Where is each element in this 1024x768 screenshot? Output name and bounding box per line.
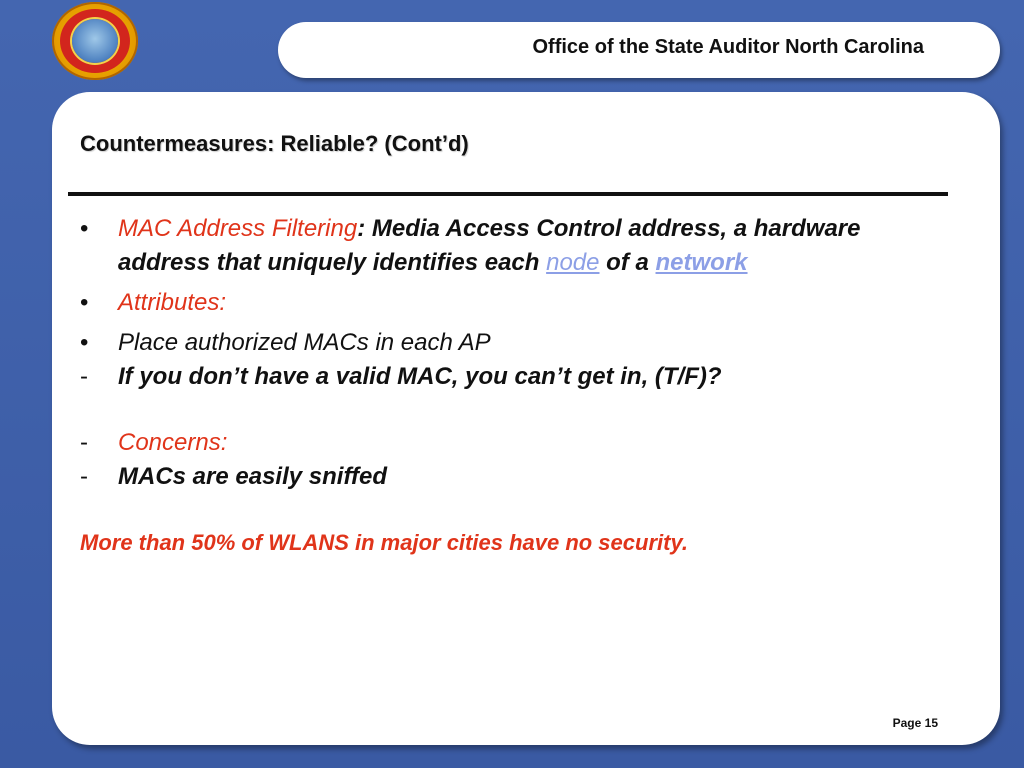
bullet-place-macs	[80, 326, 920, 360]
dash-valid-mac	[80, 360, 920, 394]
link-network[interactable]: network	[655, 249, 748, 276]
bullet-text: Place authorized MACs in each AP	[118, 329, 491, 356]
bullet-marker: •	[80, 329, 89, 356]
bullet-marker: •	[80, 289, 89, 316]
link-node[interactable]: node	[546, 249, 600, 276]
dash-marker: -	[80, 363, 88, 390]
header-title: Office of the State Auditor North Carolina	[532, 36, 924, 58]
bullet-mac-filtering	[80, 212, 920, 280]
term-attributes: Attributes:	[118, 289, 227, 316]
page-number: Page 15	[892, 716, 938, 730]
bullet-attributes	[80, 286, 920, 320]
seal-center	[72, 19, 118, 63]
term-concerns: Concerns:	[118, 429, 228, 456]
dash-marker: -	[80, 429, 88, 456]
definition-text: : Media Access Control address, a hardware address that uniquely identifies each	[118, 215, 861, 276]
dash-marker: -	[80, 463, 88, 490]
slide-title: Countermeasures: Reliable? (Cont’d)	[80, 131, 469, 156]
dash-concerns	[80, 426, 920, 460]
bullet-marker: •	[80, 215, 89, 242]
dash-text: If you don’t have a valid MAC, you can’t get in, (T/F)?	[118, 363, 722, 390]
closing-statement: More than 50% of WLANS in major cities have no security.	[80, 530, 688, 555]
title-divider	[68, 192, 948, 196]
dash-sniffed	[80, 460, 920, 494]
slide-body	[80, 212, 920, 560]
definition-mid: of a	[599, 249, 656, 276]
dash-text: MACs are easily sniffed	[118, 463, 388, 490]
state-auditor-seal-logo	[52, 2, 138, 80]
term-mac-filtering: MAC Address Filtering	[118, 215, 358, 242]
